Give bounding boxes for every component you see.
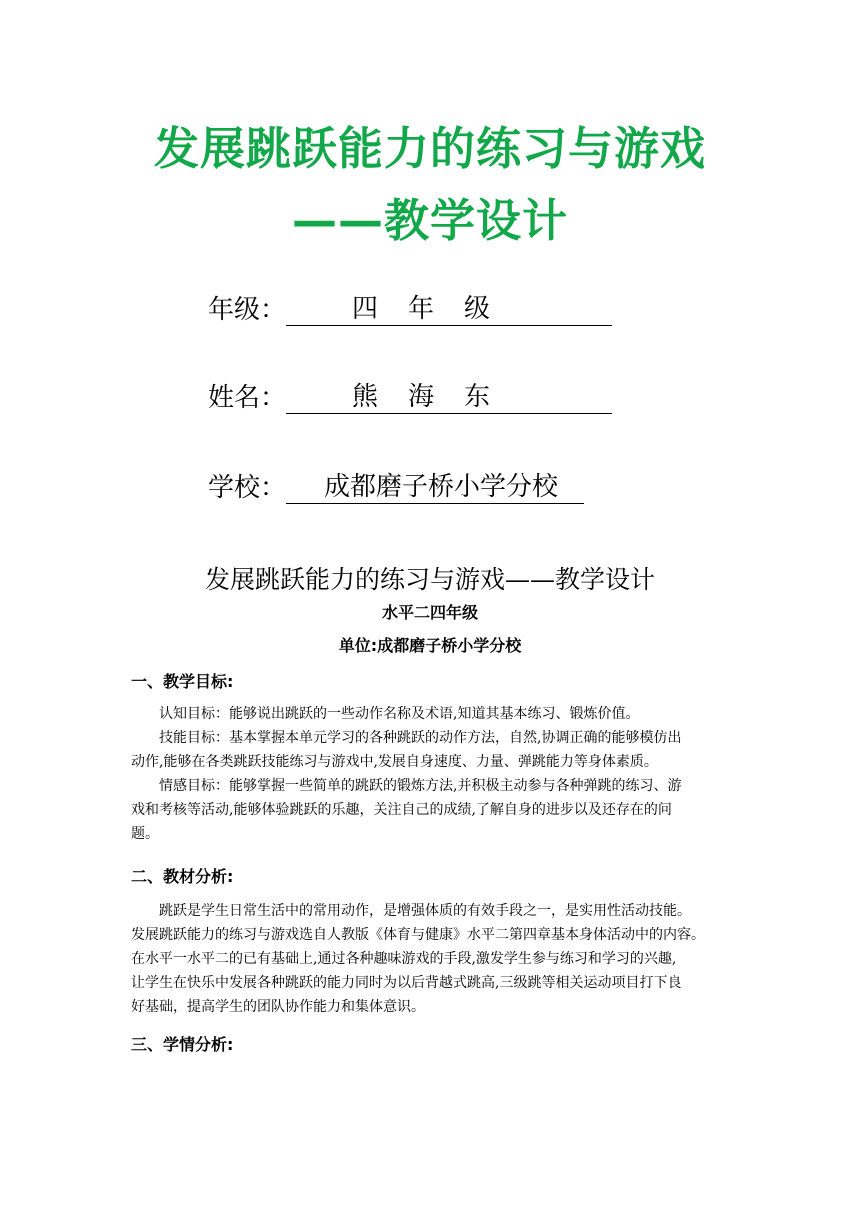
goals-line: 戏和考核等活动,能够体验跳跃的乐趣，关注自己的成绩,了解自身的进步以及还存在的问: [131, 802, 672, 818]
material-paragraph: [131, 899, 729, 1019]
name-label: 姓名：: [208, 383, 287, 413]
goals-line: 认知目标：能够说出跳跃的一些动作名称及术语,知道其基本练习、锻炼价值。: [159, 706, 640, 722]
grade-label: 年级：: [208, 295, 287, 325]
goals-line: 技能目标：基本掌握本单元学习的各种跳跃的动作方法，自然,协调正确的能够模仿出: [159, 730, 682, 746]
cover-title-line1: 发展跳跃能力的练习与游戏: [153, 122, 706, 175]
goals-line: 题。: [131, 826, 159, 842]
material-heading: 二、教材分析:: [131, 867, 234, 886]
school-row: [208, 468, 584, 504]
material-line: 好基础，提高学生的团队协作能力和集体意识。: [131, 999, 425, 1015]
school-label: 学校：: [208, 473, 287, 503]
document-unit: 单位:成都磨子桥小学分校: [338, 636, 522, 655]
school-value: 成都磨子桥小学分校: [286, 471, 584, 504]
goals-line: 动作,能够在各类跳跃技能练习与游戏中,发展自身速度、力量、弹跳能力等身体素质。: [131, 754, 658, 770]
cover-title-line2: ——教学设计: [291, 194, 568, 247]
goals-paragraph: [131, 702, 729, 846]
grade-value: 四年级: [286, 293, 612, 326]
name-value: 熊海东: [286, 381, 612, 414]
grade-row: [208, 290, 612, 326]
material-line: 让学生在快乐中发展各种跳跃的能力同时为以后背越式跳高,三级跳等相关运动项目打下良: [131, 975, 682, 991]
document-title: 发展跳跃能力的练习与游戏——教学设计: [204, 565, 655, 594]
material-line: 发展跳跃能力的练习与游戏选自人教版《体育与健康》水平二第四章基本身体活动中的内容。: [131, 927, 705, 943]
material-line: 跳跃是学生日常生活中的常用动作，是增强体质的有效手段之一，是实用性活动技能。: [159, 903, 691, 919]
goals-line: 情感目标：能够掌握一些简单的跳跃的锻炼方法,并积极主动参与各种弹跳的练习、游: [159, 778, 682, 794]
name-row: [208, 378, 612, 414]
goals-heading: 一、教学目标:: [131, 672, 234, 691]
document-level: 水平二四年级: [381, 603, 478, 622]
students-heading: 三、学情分析:: [131, 1035, 234, 1054]
material-line: 在水平一水平二的已有基础上,通过各种趣味游戏的手段,激发学生参与练习和学习的兴趣,: [131, 951, 677, 967]
